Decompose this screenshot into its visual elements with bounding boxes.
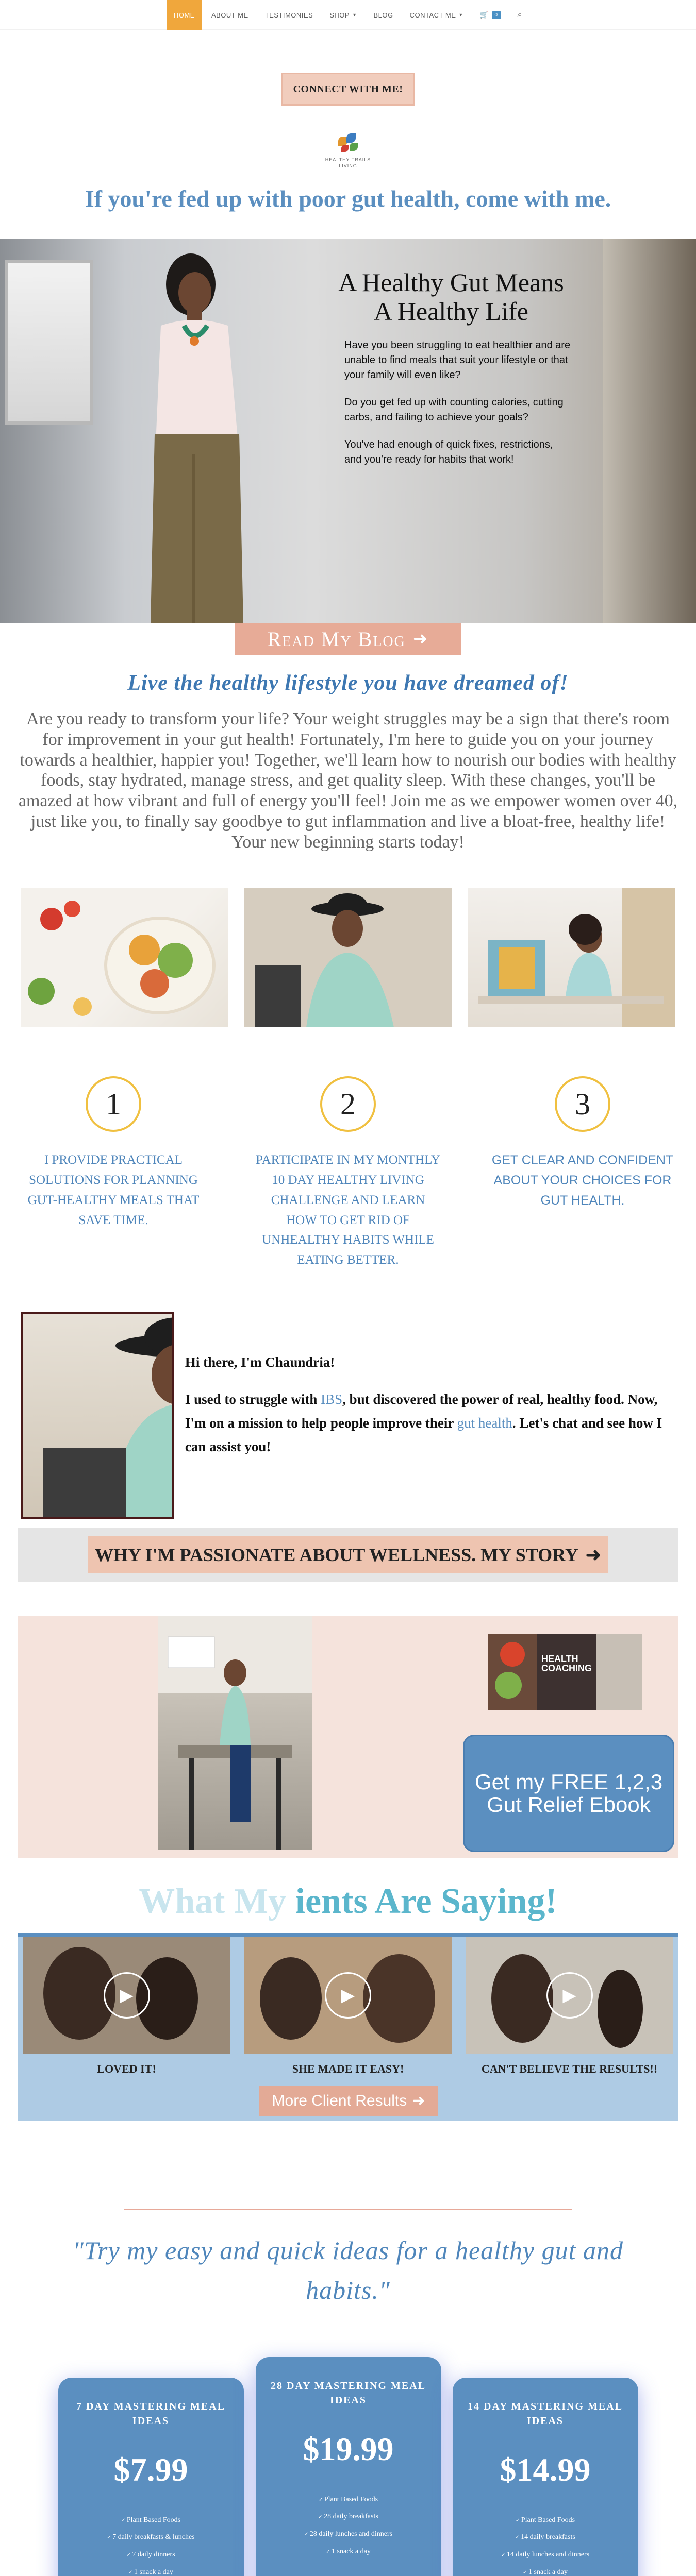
- hero-paragraph-3: You've had enough of quick fixes, restrictions, and you're ready for habits that work!: [344, 439, 553, 465]
- arrow-right-icon: ➜: [412, 2092, 425, 2110]
- step-text: PARTICIPATE IN MY MONTHLY 10 DAY HEALTHY LIVING CHALLENGE AND LEARN HOW TO GET RID OF UNHEALTHY HABITS WHILE EATING BETTER.: [256, 1153, 440, 1267]
- nav-cart[interactable]: [473, 0, 508, 30]
- feature-item: ✓ 7 daily dinners: [72, 2546, 230, 2564]
- woman-laptop-photo: [468, 888, 675, 1027]
- nav-menu: [167, 0, 529, 30]
- ebook-section: [18, 1616, 678, 1858]
- pricing-card-14-day: [453, 2378, 638, 2576]
- pricing-price: $14.99: [500, 2451, 591, 2488]
- pricing-card-28-day: [256, 2357, 441, 2576]
- step-2: [255, 1076, 441, 1270]
- pricing-section: [58, 2357, 638, 2576]
- nav-blog[interactable]: BLOG: [373, 11, 393, 19]
- my-story-label: WHY I'M PASSIONATE ABOUT WELLNESS. MY STORY: [94, 1545, 578, 1566]
- video-caption-3: CAN'T BELIEVE THE RESULTS!!: [481, 2062, 658, 2075]
- hero-title-line2: A Healthy Life: [374, 297, 528, 326]
- hero-banner: [0, 239, 696, 623]
- chevron-down-icon: ▼: [352, 12, 357, 18]
- step-number: 1: [86, 1076, 141, 1132]
- hero-window: [5, 260, 93, 425]
- testimonial-video-1[interactable]: [23, 1937, 230, 2054]
- pricing-card-7-day: [58, 2378, 244, 2576]
- feature-item: ✓ 14 daily lunches and dinners: [466, 2546, 625, 2564]
- top-nav: [0, 0, 696, 30]
- step-number: 2: [320, 1076, 376, 1132]
- pricing-title: 14 DAY MASTERING MEAL IDEAS: [467, 2400, 623, 2427]
- step-number: 3: [555, 1076, 610, 1132]
- video-row: [18, 1937, 678, 2054]
- leaf-icon: [329, 132, 367, 156]
- nav-contact-label: CONTACT ME: [409, 11, 456, 19]
- testimonial-video-2[interactable]: [244, 1937, 452, 2054]
- pricing-features: [269, 2491, 428, 2560]
- search-icon[interactable]: ⌕: [517, 10, 523, 19]
- step-text: I PROVIDE PRACTICAL SOLUTIONS FOR PLANNING GUT-HEALTHY MEALS THAT SAVE TIME.: [27, 1153, 200, 1227]
- pricing-note: [269, 2573, 428, 2576]
- arrow-right-icon: ➜: [585, 1545, 602, 1566]
- hero-title-line1: A Healthy Gut Means: [338, 268, 564, 297]
- about-ibs-highlight: IBS: [321, 1391, 343, 1407]
- play-icon[interactable]: ▶: [546, 1972, 593, 2019]
- video-captions: [18, 2062, 678, 2076]
- hero-text-block: [330, 268, 572, 467]
- pricing-title: 28 DAY MASTERING MEAL IDEAS: [270, 2380, 426, 2406]
- play-icon[interactable]: ▶: [325, 1972, 371, 2019]
- about-story: [185, 1388, 675, 1459]
- cart-count: 0: [492, 11, 501, 19]
- pricing-features: [466, 2512, 625, 2576]
- pricing-features: [72, 2512, 230, 2576]
- logo-text-line1: HEALTHY TRAILS: [325, 157, 371, 162]
- nav-home[interactable]: HOME: [167, 0, 202, 30]
- hero-paragraph-1: Have you been struggling to eat healthier and are unable to find meals that suit your lifestyle or that your family will even like?: [344, 340, 571, 381]
- clients-title-faded: What My: [139, 1881, 287, 1921]
- feature-item: ✓ 1 snack a day: [269, 2543, 428, 2561]
- feature-item: ✓ Plant Based Foods: [466, 2512, 625, 2529]
- about-text-part1: I used to struggle with: [185, 1391, 318, 1407]
- clients-title: [0, 1881, 696, 1922]
- feature-item: ✓ Plant Based Foods: [72, 2512, 230, 2529]
- photo-row: [21, 888, 675, 1027]
- health-coaching-card: [488, 1634, 642, 1710]
- clients-title-rest: ients Are Saying!: [295, 1881, 557, 1921]
- step-1: [21, 1076, 206, 1270]
- read-blog-button[interactable]: [235, 622, 461, 655]
- nav-about[interactable]: ABOUT ME: [211, 11, 248, 19]
- cart-icon: 🛒: [479, 11, 489, 19]
- feature-item: ✓ 14 daily breakfasts: [466, 2529, 625, 2546]
- pricing-note-line1: [269, 2573, 428, 2576]
- feature-item: ✓ Plant Based Foods: [269, 2491, 428, 2509]
- quote-text: "Try my easy and quick ideas for a healthy gut and habits.": [72, 2235, 624, 2305]
- health-coaching-text: [541, 1654, 592, 1673]
- testimonials-box: [18, 1933, 678, 2121]
- live-headline: Live the healthy lifestyle you have dreamed of!: [127, 671, 569, 695]
- about-text-part2: , but discovered the power of real, healthy food. Now, I'm on a mission to help people improve their: [185, 1391, 658, 1431]
- steps-section: [21, 1076, 675, 1270]
- hero-shelf: [603, 239, 696, 623]
- about-section: [21, 1312, 675, 1519]
- more-client-results-label: More Client Results: [272, 2092, 407, 2109]
- feature-item: ✓ 28 daily breakfasts: [269, 2508, 428, 2526]
- nav-shop[interactable]: [322, 0, 364, 30]
- video-caption-2: SHE MADE IT EASY!: [292, 2062, 404, 2075]
- pricing-price: $7.99: [113, 2451, 188, 2488]
- health-coaching-line2: COACHING: [541, 1663, 592, 1673]
- more-client-results-button[interactable]: [259, 2086, 438, 2116]
- feature-item: ✓ 7 daily breakfasts & lunches: [72, 2529, 230, 2546]
- arrow-right-icon: ➜: [412, 630, 429, 649]
- passion-band: [18, 1528, 678, 1582]
- food-photo: [21, 888, 228, 1027]
- hero-paragraph-2: Do you get fed up with counting calories, cutting carbs, and failing to achieve your goals?: [344, 397, 564, 423]
- health-coaching-line1: HEALTH: [541, 1653, 578, 1664]
- free-ebook-button[interactable]: Get my FREE 1,2,3 Gut Relief Ebook: [463, 1735, 674, 1852]
- gut-headline: If you're fed up with poor gut health, come with me.: [85, 185, 611, 212]
- play-icon[interactable]: ▶: [104, 1972, 150, 2019]
- divider: [124, 2209, 572, 2210]
- hero-woman-image: [130, 248, 264, 623]
- site-logo[interactable]: [314, 132, 382, 168]
- feature-item: ✓ 1 snack a day: [466, 2564, 625, 2576]
- pricing-price: $19.99: [303, 2430, 394, 2467]
- video-caption-1: LOVED IT!: [97, 2062, 156, 2075]
- pricing-title: 7 DAY MASTERING MEAL IDEAS: [76, 2400, 226, 2427]
- my-story-button[interactable]: [88, 1536, 608, 1573]
- woman-hat-photo: [244, 888, 452, 1027]
- testimonial-video-3[interactable]: [466, 1937, 673, 2054]
- read-blog-label: Read My Blog: [267, 627, 406, 651]
- kitchen-photo: [158, 1616, 312, 1850]
- about-gut-health-highlight: gut health: [457, 1415, 512, 1431]
- nav-contact[interactable]: [403, 0, 471, 30]
- feature-item: ✓ 1 snack a day: [72, 2564, 230, 2576]
- nav-testimonies[interactable]: TESTIMONIES: [264, 11, 313, 19]
- nav-shop-label: SHOP: [329, 11, 350, 19]
- feature-item: ✓ 28 daily lunches and dinners: [269, 2526, 428, 2543]
- chaundria-photo: [21, 1312, 174, 1519]
- chevron-down-icon: ▼: [458, 12, 463, 18]
- about-text: [185, 1351, 675, 1459]
- step-text: GET CLEAR AND CONFIDENT ABOUT YOUR CHOICES FOR GUT HEALTH.: [491, 1153, 674, 1208]
- about-greeting: Hi there, I'm Chaundria!: [185, 1354, 335, 1370]
- connect-button[interactable]: CONNECT WITH ME!: [281, 73, 415, 106]
- logo-text-line2: LIVING: [339, 163, 357, 168]
- about-text-part3: . Let's chat and see how I can assist you!: [185, 1415, 662, 1454]
- step-3: [490, 1076, 675, 1270]
- intro-paragraph: Are you ready to transform your life? Your weight struggles may be a sign that there's room for improvement in your gut health! Fortunately, I'm here to guide you on your journey towards a healthier, happier you! Together, we'll learn how to nourish our bodies with healthy foods, stay hydrated, manage stress, and get quality sleep. With these changes, you'll be amazed at how vibrant and full of energy you'll feel! Join me as we empower women over 40, just like you, to finally say goodbye to gut inflammation and live a bloat-free, healthy life! Your new beginning starts today!: [18, 709, 678, 852]
